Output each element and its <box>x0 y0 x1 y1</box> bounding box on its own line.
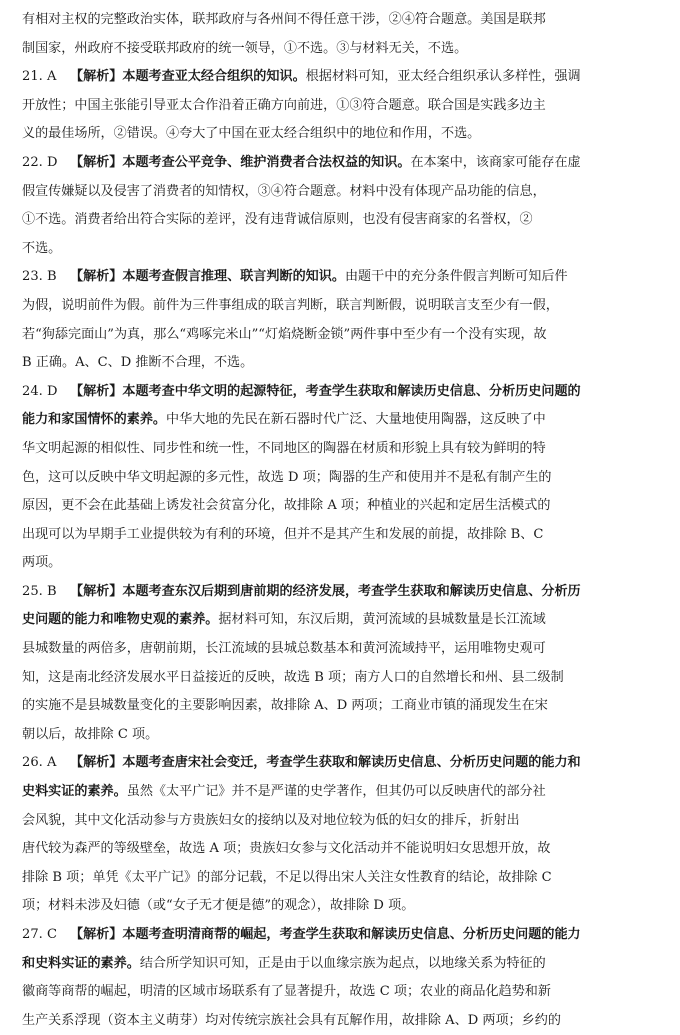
text-line: 两项。 <box>22 555 62 571</box>
text-line: 的实施不是县城数量变化的主要影响因素，故排除 A、D 两项；工商业市镇的涌现发生在宋 <box>22 698 548 714</box>
text-line: 排除 B 项；单凭《太平广记》的部分记载，不足以得出宋人关注女性教育的结论，故排除 C <box>22 869 552 885</box>
text-line: 开放性；中国主张能引导亚太合作沿着正确方向前进，①③符合题意。联合国是实践多边主 <box>22 97 546 113</box>
explanation-text: 根据材料可知，亚太经合组织承认多样性，强调 <box>305 69 581 85</box>
text-line: 生产关系浮现（资本主义萌芽）均对传统宗族社会具有瓦解作用，故排除 A、D 两项；乡约的 <box>22 1012 561 1028</box>
explanation-text: 中华大地的先民在新石器时代广泛、大量地使用陶器，这反映了中 <box>166 412 546 428</box>
text-line: 徽商等商帮的崛起，明清的区域市场联系有了显著提升，故选 C 项；农业的商品化趋势和新 <box>22 984 551 1000</box>
analysis-tag: 【解析】 <box>70 383 123 399</box>
question-number: 23. B <box>22 269 57 285</box>
text-line: 唐代较为森严的等级壁垒，故选 A 项；贵族妇女参与文化活动并不能说明妇女思想开放，故 <box>22 841 551 857</box>
answer-item-26 <box>12 749 658 921</box>
text-line: 项；材料未涉及妇德（或“女子无才便是德”的观念），故排除 D 项。 <box>22 898 415 914</box>
topic-statement: 本题考查中华文明的起源特征，考查学生获取和解读历史信息、分析历史问题的 <box>122 383 581 399</box>
text-line: 若“狗舔完面山”为真，那么“鸡啄完米山”“灯焰烧断金锁”两件事中至少有一个没有实现，故 <box>22 326 547 342</box>
answer-item-21 <box>12 63 658 149</box>
text-line: 原因，更不会在此基础上诱发社会贫富分化，故排除 A 项；种植业的兴起和定居生活模式的 <box>22 498 551 514</box>
text-line: 会风貌，其中文化活动参与方贵族妇女的接纳以及对地位较为低的妇女的排斥，折射出 <box>22 812 520 828</box>
question-number: 24. D <box>22 383 58 399</box>
analysis-tag: 【解析】 <box>70 154 123 170</box>
answer-item-23 <box>12 263 658 377</box>
topic-statement: 本题考查亚太经合组织的知识。 <box>122 69 306 85</box>
text-line: 为假，说明前件为假。前件为三件事组成的联言判断，联言判断假，说明联言支至少有一假， <box>22 297 559 313</box>
question-number: 21. A <box>22 69 57 85</box>
intro-paragraph <box>12 6 658 63</box>
answer-item-22 <box>12 149 658 263</box>
analysis-tag: 【解析】 <box>70 269 123 285</box>
topic-statement: 能力和家国情怀的素养。 <box>22 412 167 428</box>
text-line: ①不选。消费者给出符合实际的差评，没有违背诚信原则，也没有侵害商家的名誉权，② <box>22 212 533 228</box>
answer-item-24 <box>12 378 658 578</box>
text-line: 假宣传嫌疑以及侵害了消费者的知情权，③④符合题意。材料中没有体现产品功能的信息， <box>22 183 546 199</box>
topic-statement: 本题考查东汉后期到唐前期的经济发展，考查学生获取和解读历史信息、分析历 <box>122 583 581 599</box>
text-line: B 正确。A、C、D 推断不合理，不选。 <box>22 355 254 371</box>
explanation-text: 虽然《太平广记》并不是严谨的史学著作，但其仍可以反映唐代的部分社 <box>126 784 546 800</box>
analysis-tag: 【解析】 <box>70 69 123 85</box>
topic-statement: 史料实证的素养。 <box>22 784 127 800</box>
question-number: 26. A <box>22 755 57 771</box>
explanation-text: 由题干中的充分条件假言判断可知后件 <box>344 269 568 285</box>
topic-statement: 本题考查假言推理、联言判断的知识。 <box>122 269 345 285</box>
question-number: 25. B <box>22 583 57 599</box>
analysis-tag: 【解析】 <box>70 755 123 771</box>
answer-item-27 <box>12 921 658 1035</box>
text-line: 朝以后，故排除 C 项。 <box>22 726 159 742</box>
explanation-text: 在本案中，该商家可能存在虚 <box>410 154 581 170</box>
analysis-tag: 【解析】 <box>70 583 123 599</box>
text-line: 县城数量的两倍多，唐朝前期，长江流域的县城总数基本和黄河流域持平，运用唯物史观可 <box>22 641 546 657</box>
text-line: 知，这是南北经济发展水平日益接近的反映，故选 B 项；南方人口的自然增长和州、县二级制 <box>22 669 564 685</box>
explanation-text: 结合所学知识可知，正是由于以血缘宗族为起点，以地缘关系为特征的 <box>139 955 546 971</box>
question-number: 22. D <box>22 154 58 170</box>
topic-statement: 本题考查唐宋社会变迁，考查学生获取和解读历史信息、分析历史问题的能力和 <box>122 755 581 771</box>
text-line: 不选。 <box>22 240 62 256</box>
text-line: 制国家，州政府不接受联邦政府的统一领导，①不选。③与材料无关，不选。 <box>22 40 468 56</box>
text-line: 华文明起源的相似性、同步性和统一性，不同地区的陶器在材质和形貌上具有较为鲜明的特 <box>22 440 546 456</box>
answer-item-25 <box>12 578 658 750</box>
question-number: 27. C <box>22 927 58 942</box>
topic-statement: 本题考查明清商帮的崛起，考查学生获取和解读历史信息、分析历史问题的能力 <box>122 927 581 942</box>
topic-statement: 和史料实证的素养。 <box>22 955 140 971</box>
text-line: 有相对主权的完整政治实体，联邦政府与各州间不得任意干涉，②④符合题意。美国是联邦 <box>22 12 546 27</box>
text-line: 义的最佳场所，②错误。④夸大了中国在亚太经合组织中的地位和作用，不选。 <box>22 126 481 142</box>
explanation-text: 据材料可知，东汉后期，黄河流域的县城数量是长江流域 <box>218 612 546 628</box>
topic-statement: 本题考查公平竞争、维护消费者合法权益的知识。 <box>122 154 411 170</box>
text-line: 出现可以为早期手工业提供较为有利的环境，但并不是其产生和发展的前提，故排除 B、C <box>22 526 544 542</box>
analysis-tag: 【解析】 <box>70 927 123 942</box>
topic-statement: 史问题的能力和唯物史观的素养。 <box>22 612 219 628</box>
text-line: 色，这可以反映中华文明起源的多元性，故选 D 项；陶器的生产和使用并不是私有制产生的 <box>22 469 552 485</box>
